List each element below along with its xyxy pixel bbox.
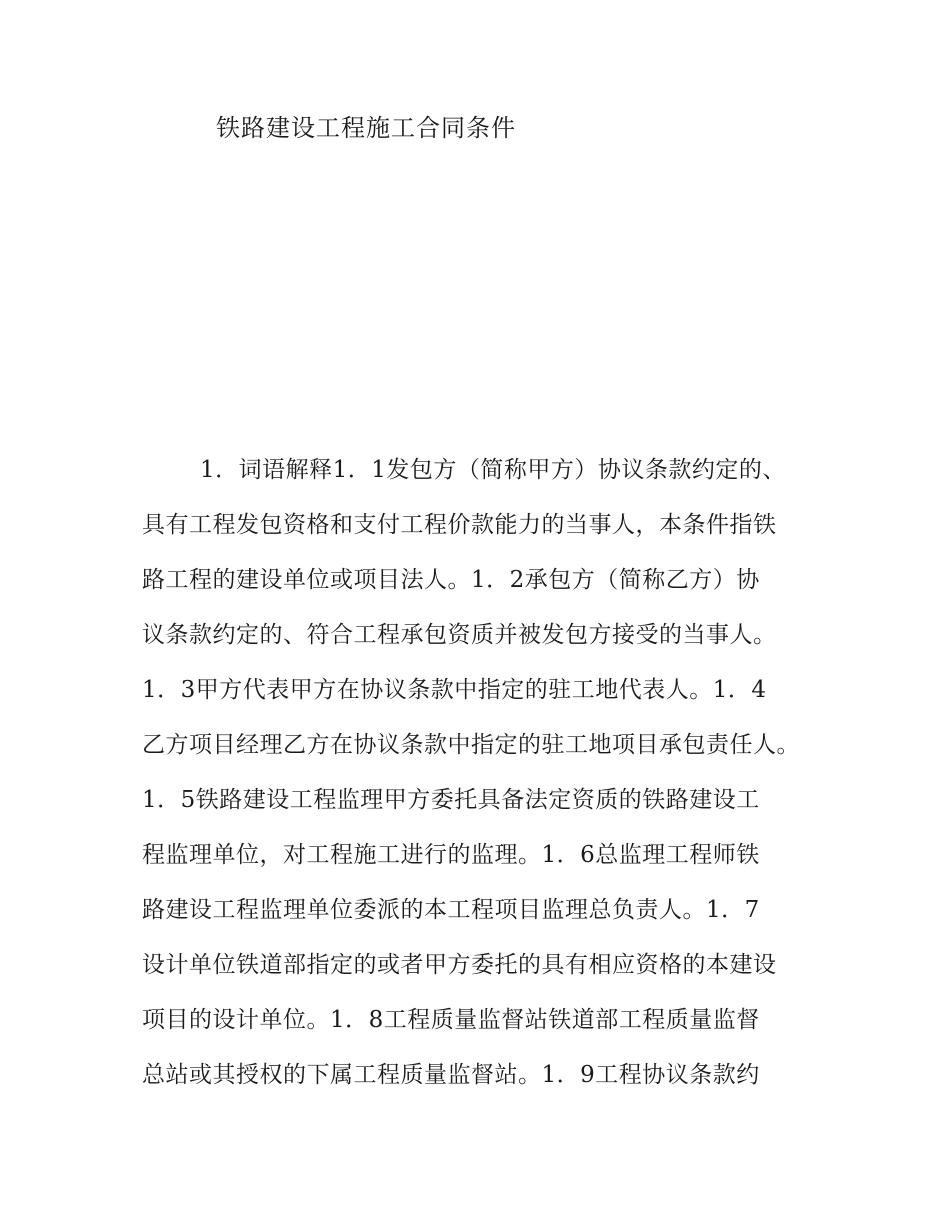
body-line: 项目的设计单位。1．8工程质量监督站铁道部工程质量监督 <box>142 1007 760 1033</box>
body-line: 议条款约定的、符合工程承包资质并被发包方接受的当事人。 <box>142 622 777 648</box>
body-line: 设计单位铁道部指定的或者甲方委托的具有相应资格的本建设 <box>142 952 777 978</box>
body-line: 总站或其授权的下属工程质量监督站。1．9工程协议条款约 <box>142 1062 760 1088</box>
body-line: 1．3甲方代表甲方在协议条款中指定的驻工地代表人。1．4 <box>142 677 767 703</box>
body-line: 乙方项目经理乙方在协议条款中指定的驻工地项目承包责任人。 <box>142 732 800 758</box>
body-line: 1．词语解释1．1发包方（简称甲方）协议条款约定的、 <box>200 457 786 483</box>
body-line: 路工程的建设单位或项目法人。1．2承包方（简称乙方）协 <box>142 567 760 593</box>
body-line: 1．5铁路建设工程监理甲方委托具备法定资质的铁路建设工 <box>142 787 760 813</box>
body-line: 具有工程发包资格和支付工程价款能力的当事人，本条件指铁 <box>142 512 777 538</box>
body-line: 路建设工程监理单位委派的本工程项目监理总负责人。1．7 <box>142 897 760 923</box>
document-body <box>142 450 842 1110</box>
document-title: 铁路建设工程施工合同条件 <box>216 114 516 142</box>
body-line: 程监理单位，对工程施工进行的监理。1．6总监理工程师铁 <box>142 842 760 868</box>
